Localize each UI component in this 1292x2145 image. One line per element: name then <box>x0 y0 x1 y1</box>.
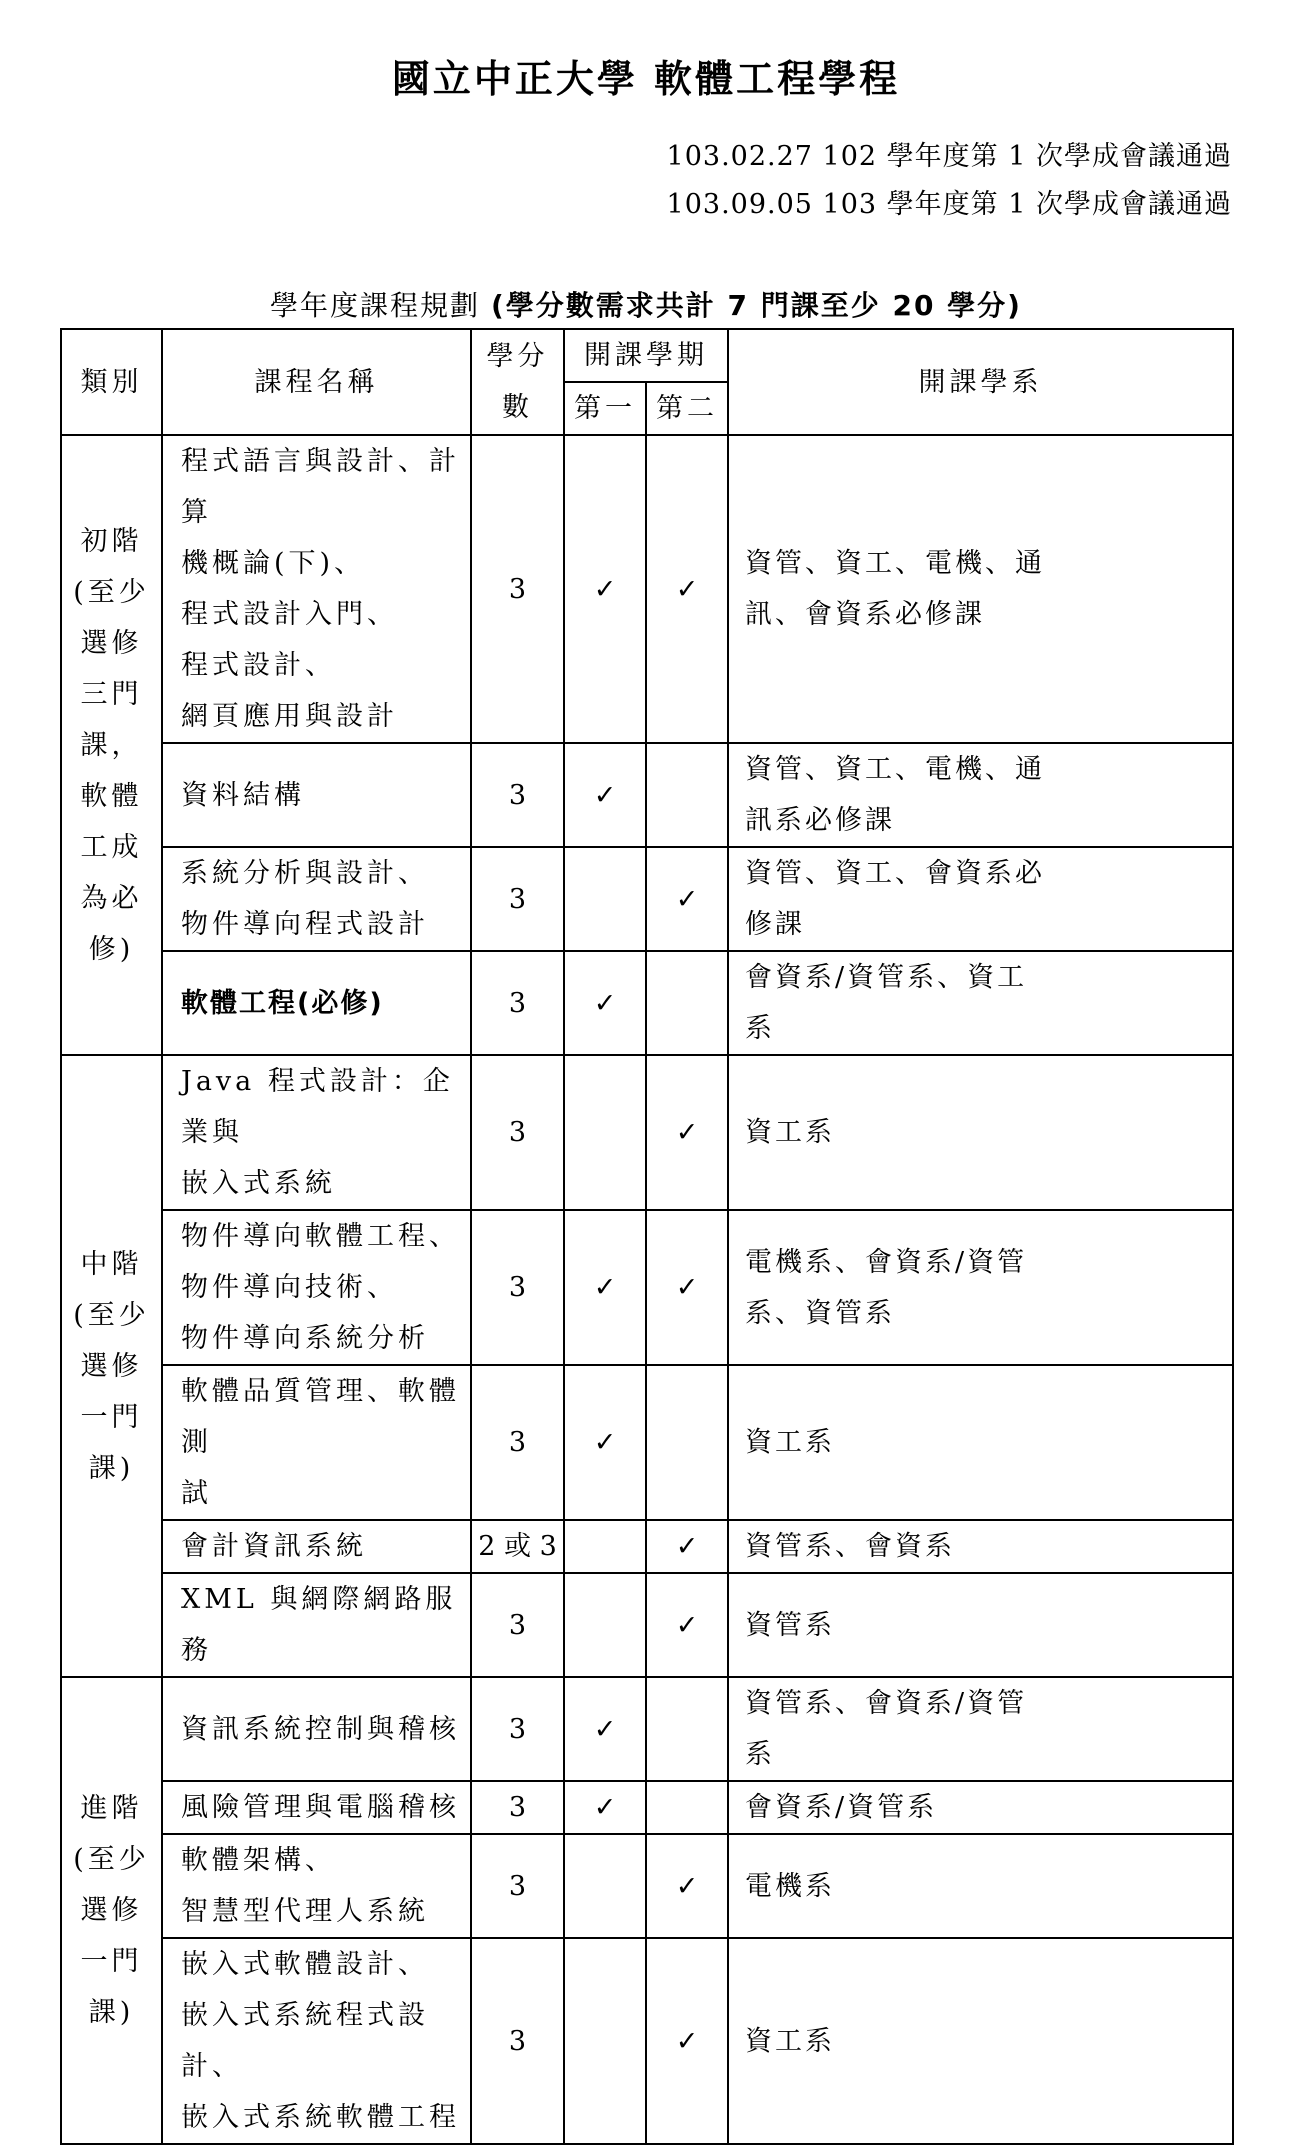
document-title: 國立中正大學 軟體工程學程 <box>391 57 901 101</box>
header-semester-2: 第二 <box>646 382 728 435</box>
semester-1-cell <box>564 1365 646 1520</box>
department-line: 訊、會資系必修課 <box>745 599 985 630</box>
category-line: 工成 <box>80 831 143 863</box>
department-cell <box>728 1520 1233 1573</box>
header-semester-1: 第一 <box>564 382 646 435</box>
semester-1-cell <box>564 951 646 1055</box>
course-name-line: 嵌入式軟體設計、 <box>181 1949 429 1980</box>
course-name-line: 物件導向技術、 <box>181 1272 398 1303</box>
credits-cell: 3 <box>471 951 564 1055</box>
header-course-name: 課程名稱 <box>162 329 471 435</box>
course-name-line: 機概論(下)、 <box>181 548 366 579</box>
department-line: 系 <box>745 1739 775 1770</box>
semester-2-cell <box>646 1520 728 1573</box>
department-line: 修課 <box>745 909 805 940</box>
caption-credit-requirement: (學分數需求共計 7 門課至少 20 學分) <box>490 289 1022 322</box>
check-mark-icon: ✓ <box>675 2025 699 2057</box>
credits-cell: 3 <box>471 1677 564 1781</box>
semester-2-cell <box>646 1938 728 2144</box>
course-name-line: 軟體工程(必修) <box>181 987 384 1019</box>
semester-2-cell <box>646 743 728 847</box>
check-mark-icon: ✓ <box>675 1272 699 1303</box>
department-cell <box>728 1677 1233 1781</box>
check-mark-icon: ✓ <box>675 1117 699 1148</box>
check-mark-icon: ✓ <box>675 1609 699 1641</box>
department-line: 資工系 <box>745 1117 835 1148</box>
category-line: 選修 <box>80 627 143 659</box>
category-line: 課) <box>88 1452 135 1484</box>
category-line: 一門 <box>80 1946 143 1977</box>
course-name-line: 嵌入式系統軟體工程 <box>181 2102 460 2133</box>
semester-1-cell <box>564 743 646 847</box>
course-name-line: 嵌入式系統 <box>181 1168 336 1199</box>
department-line: 系 <box>745 1013 775 1044</box>
course-name-line: 試 <box>181 1478 212 1509</box>
course-name-line: 物件導向系統分析 <box>181 1323 429 1354</box>
semester-1-cell <box>564 1834 646 1938</box>
semester-2-cell <box>646 951 728 1055</box>
table-row <box>61 1573 1233 1677</box>
credits-cell: 3 <box>471 1055 564 1210</box>
semester-1-cell <box>564 1938 646 2144</box>
check-mark-icon: ✓ <box>675 573 699 605</box>
semester-2-cell <box>646 1055 728 1210</box>
credits-cell: 3 <box>471 743 564 847</box>
credits-cell: 3 <box>471 847 564 951</box>
department-line: 電機系、會資系/資管 <box>745 1246 1028 1278</box>
semester-2-cell <box>646 435 728 743</box>
table-row <box>61 1781 1233 1834</box>
course-name-cell <box>162 435 471 743</box>
table-caption <box>60 284 1232 324</box>
department-line: 資管、資工、電機、通 <box>745 754 1045 785</box>
course-name-line: 智慧型代理人系統 <box>181 1896 429 1927</box>
category-line: 課， <box>80 729 143 761</box>
course-name-line: XML 與網際網路服務 <box>181 1584 457 1666</box>
semester-1-cell <box>564 847 646 951</box>
department-line: 會資系/資管系 <box>745 1792 938 1823</box>
department-cell <box>728 1365 1233 1520</box>
department-cell <box>728 951 1233 1055</box>
check-mark-icon: ✓ <box>593 1792 617 1823</box>
course-plan-body <box>61 435 1233 2144</box>
department-cell <box>728 1834 1233 1938</box>
category-line: 軟體 <box>80 780 143 812</box>
check-mark-icon: ✓ <box>593 1427 617 1458</box>
semester-2-cell <box>646 1573 728 1677</box>
approval-line-1: 103.02.27 102 學年度第 1 次學成會議通過 <box>666 141 1232 172</box>
credits-cell: 3 <box>471 1210 564 1365</box>
check-mark-icon: ✓ <box>593 1272 617 1303</box>
course-name-cell <box>162 1677 471 1781</box>
table-row <box>61 1055 1233 1210</box>
table-row <box>61 1938 1233 2144</box>
course-name-cell <box>162 1834 471 1938</box>
department-line: 電機系 <box>745 1870 835 1902</box>
department-cell <box>728 1781 1233 1834</box>
semester-1-cell <box>564 1781 646 1834</box>
credits-cell: 3 <box>471 435 564 743</box>
table-row <box>61 1834 1233 1938</box>
credits-cell: 2 或 3 <box>471 1520 564 1573</box>
header-credits: 學分數 <box>471 329 564 435</box>
table-row <box>61 951 1233 1055</box>
course-name-cell <box>162 1781 471 1834</box>
course-name-cell <box>162 743 471 847</box>
course-name-line: Java 程式設計：企業與 <box>181 1066 454 1148</box>
check-mark-icon: ✓ <box>593 573 617 605</box>
department-line: 資工系 <box>745 1427 835 1458</box>
department-line: 資管系、會資系/資管 <box>745 1688 1028 1719</box>
table-row <box>61 435 1233 743</box>
department-cell <box>728 743 1233 847</box>
course-name-line: 網頁應用與設計 <box>181 701 398 732</box>
department-line: 資管、資工、會資系必 <box>745 858 1045 889</box>
department-cell <box>728 1573 1233 1677</box>
course-name-cell <box>162 1938 471 2144</box>
course-name-line: 程式設計、 <box>181 650 336 681</box>
credits-cell: 3 <box>471 1834 564 1938</box>
check-mark-icon: ✓ <box>593 779 617 811</box>
semester-1-cell <box>564 1210 646 1365</box>
credits-cell: 3 <box>471 1365 564 1520</box>
check-mark-icon: ✓ <box>593 1713 617 1745</box>
category-line: 初階 <box>80 525 143 557</box>
table-row <box>61 1677 1233 1781</box>
department-cell <box>728 847 1233 951</box>
course-name-line: 程式設計入門、 <box>181 599 398 630</box>
category-cell <box>61 1055 162 1677</box>
check-mark-icon: ✓ <box>675 1531 699 1562</box>
course-name-cell <box>162 1520 471 1573</box>
category-line: 一門 <box>80 1401 143 1433</box>
course-name-cell <box>162 847 471 951</box>
course-name-line: 軟體品質管理、軟體測 <box>181 1376 460 1458</box>
header-semester: 開課學期 <box>564 329 728 382</box>
caption-plain: 學年度課程規劃 <box>270 289 481 322</box>
category-line: 中階 <box>80 1248 143 1280</box>
header-category: 類別 <box>61 329 162 435</box>
course-name-line: 資料結構 <box>181 779 305 811</box>
category-cell <box>61 435 162 1055</box>
category-cell <box>61 1677 162 2144</box>
check-mark-icon: ✓ <box>593 987 617 1019</box>
category-line: (至少 <box>73 576 150 608</box>
course-name-cell <box>162 1055 471 1210</box>
course-name-line: 物件導向軟體工程、 <box>181 1221 460 1252</box>
approval-line-2: 103.09.05 103 學年度第 1 次學成會議通過 <box>666 189 1232 220</box>
check-mark-icon: ✓ <box>675 1870 699 1902</box>
credits-cell: 3 <box>471 1781 564 1834</box>
table-row <box>61 847 1233 951</box>
department-cell <box>728 435 1233 743</box>
department-line: 訊系必修課 <box>745 805 895 836</box>
course-name-line: 物件導向程式設計 <box>181 909 429 940</box>
semester-1-cell <box>564 1055 646 1210</box>
course-name-line: 會計資訊系統 <box>181 1531 367 1562</box>
department-line: 資管系 <box>745 1609 835 1641</box>
semester-2-cell <box>646 1210 728 1365</box>
category-line: 選修 <box>80 1895 143 1926</box>
course-name-line: 風險管理與電腦稽核 <box>181 1792 460 1823</box>
course-name-cell <box>162 951 471 1055</box>
table-row <box>61 1210 1233 1365</box>
semester-2-cell <box>646 1834 728 1938</box>
course-name-cell <box>162 1210 471 1365</box>
semester-1-cell <box>564 435 646 743</box>
course-name-line: 系統分析與設計、 <box>181 858 429 889</box>
course-name-line: 嵌入式系統程式設計、 <box>181 2000 429 2082</box>
course-plan-table <box>60 328 1234 2145</box>
course-name-line: 軟體架構、 <box>181 1845 336 1876</box>
department-cell <box>728 1055 1233 1210</box>
semester-2-cell <box>646 847 728 951</box>
department-line: 資管、資工、電機、通 <box>745 548 1045 579</box>
semester-1-cell <box>564 1573 646 1677</box>
category-line: (至少 <box>73 1844 150 1875</box>
semester-2-cell <box>646 1365 728 1520</box>
table-row <box>61 743 1233 847</box>
course-name-cell <box>162 1365 471 1520</box>
department-line: 資管系、會資系 <box>745 1531 955 1562</box>
category-line: 三門 <box>80 678 143 710</box>
department-line: 系、資管系 <box>745 1297 895 1329</box>
category-line: 修) <box>88 933 135 965</box>
check-mark-icon: ✓ <box>675 883 699 915</box>
header-department: 開課學系 <box>728 329 1233 435</box>
semester-2-cell <box>646 1677 728 1781</box>
semester-2-cell <box>646 1781 728 1834</box>
category-line: (至少 <box>73 1299 150 1331</box>
category-line: 選修 <box>80 1350 143 1382</box>
category-line: 進階 <box>80 1793 143 1824</box>
category-line: 為必 <box>80 882 143 914</box>
semester-1-cell <box>564 1677 646 1781</box>
department-cell <box>728 1210 1233 1365</box>
course-name-cell <box>162 1573 471 1677</box>
semester-1-cell <box>564 1520 646 1573</box>
table-row <box>61 1520 1233 1573</box>
department-cell <box>728 1938 1233 2144</box>
table-row <box>61 1365 1233 1520</box>
category-line: 課) <box>88 1997 135 2028</box>
credits-cell: 3 <box>471 1938 564 2144</box>
course-name-line: 程式語言與設計、計算 <box>181 446 460 528</box>
credits-cell: 3 <box>471 1573 564 1677</box>
course-name-line: 資訊系統控制與稽核 <box>181 1713 460 1745</box>
department-line: 會資系/資管系、資工 <box>745 962 1028 993</box>
department-line: 資工系 <box>745 2025 835 2057</box>
